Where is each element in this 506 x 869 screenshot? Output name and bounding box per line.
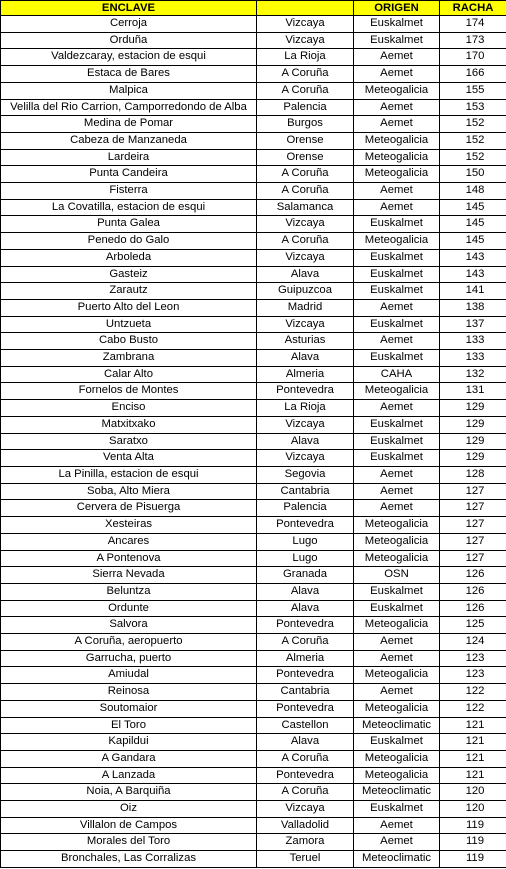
- cell-origen: Euskalmet: [354, 249, 440, 266]
- cell-racha: 127: [440, 483, 506, 500]
- cell-provincia: Pontevedra: [257, 767, 354, 784]
- cell-origen: Aemet: [354, 199, 440, 216]
- header-row: [1, 1, 506, 16]
- header-enclave: ENCLAVE: [1, 1, 257, 16]
- cell-enclave: Saratxo: [1, 433, 257, 450]
- cell-enclave: Reinosa: [1, 684, 257, 701]
- table-row: [1, 233, 506, 250]
- cell-origen: Aemet: [354, 483, 440, 500]
- cell-provincia: Pontevedra: [257, 700, 354, 717]
- table-row: [1, 450, 506, 467]
- cell-enclave: Morales del Toro: [1, 834, 257, 851]
- cell-origen: Meteogalicia: [354, 517, 440, 534]
- cell-provincia: Lugo: [257, 533, 354, 550]
- cell-racha: 126: [440, 567, 506, 584]
- cell-origen: Meteogalicia: [354, 700, 440, 717]
- cell-origen: Aemet: [354, 299, 440, 316]
- cell-racha: 141: [440, 283, 506, 300]
- table-row: [1, 483, 506, 500]
- cell-provincia: Cantabria: [257, 483, 354, 500]
- table-body: [1, 16, 506, 868]
- table-row: [1, 634, 506, 651]
- cell-provincia: Vizcaya: [257, 16, 354, 33]
- table-row: [1, 16, 506, 33]
- table-row: [1, 333, 506, 350]
- cell-origen: Euskalmet: [354, 316, 440, 333]
- cell-racha: 123: [440, 667, 506, 684]
- cell-racha: 170: [440, 49, 506, 66]
- cell-origen: Euskalmet: [354, 450, 440, 467]
- cell-origen: Aemet: [354, 333, 440, 350]
- cell-provincia: A Coruña: [257, 750, 354, 767]
- cell-origen: Aemet: [354, 466, 440, 483]
- cell-enclave: A Lanzada: [1, 767, 257, 784]
- cell-provincia: Palencia: [257, 99, 354, 116]
- table-row: [1, 216, 506, 233]
- cell-provincia: A Coruña: [257, 233, 354, 250]
- cell-racha: 122: [440, 700, 506, 717]
- cell-enclave: Noia, A Barquiña: [1, 784, 257, 801]
- cell-origen: Meteogalicia: [354, 667, 440, 684]
- cell-enclave: Zarautz: [1, 283, 257, 300]
- table-row: [1, 517, 506, 534]
- cell-origen: Meteogalicia: [354, 166, 440, 183]
- table-row: [1, 66, 506, 83]
- cell-enclave: Cabeza de Manzaneda: [1, 132, 257, 149]
- cell-racha: 132: [440, 366, 506, 383]
- cell-enclave: El Toro: [1, 717, 257, 734]
- cell-enclave: Lardeira: [1, 149, 257, 166]
- cell-racha: 152: [440, 116, 506, 133]
- cell-enclave: Enciso: [1, 400, 257, 417]
- cell-origen: Aemet: [354, 500, 440, 517]
- table-row: [1, 183, 506, 200]
- cell-enclave: A Pontenova: [1, 550, 257, 567]
- cell-enclave: Bronchales, Las Corralizas: [1, 851, 257, 868]
- cell-provincia: Burgos: [257, 116, 354, 133]
- cell-racha: 129: [440, 400, 506, 417]
- cell-enclave: Venta Alta: [1, 450, 257, 467]
- cell-provincia: Vizcaya: [257, 450, 354, 467]
- table-row: [1, 99, 506, 116]
- cell-enclave: Ordunte: [1, 600, 257, 617]
- table-row: [1, 49, 506, 66]
- cell-racha: 148: [440, 183, 506, 200]
- cell-provincia: Pontevedra: [257, 517, 354, 534]
- cell-provincia: Madrid: [257, 299, 354, 316]
- cell-enclave: Beluntza: [1, 583, 257, 600]
- cell-enclave: Gasteiz: [1, 266, 257, 283]
- cell-enclave: Punta Candeira: [1, 166, 257, 183]
- table-row: [1, 767, 506, 784]
- cell-enclave: Oiz: [1, 801, 257, 818]
- cell-origen: OSN: [354, 567, 440, 584]
- cell-enclave: Zambrana: [1, 350, 257, 367]
- cell-origen: Meteogalicia: [354, 550, 440, 567]
- cell-racha: 145: [440, 199, 506, 216]
- cell-origen: Meteoclimatic: [354, 784, 440, 801]
- cell-provincia: Alava: [257, 734, 354, 751]
- cell-racha: 119: [440, 834, 506, 851]
- cell-provincia: A Coruña: [257, 166, 354, 183]
- cell-racha: 121: [440, 750, 506, 767]
- cell-provincia: Vizcaya: [257, 416, 354, 433]
- cell-enclave: Matxitxako: [1, 416, 257, 433]
- cell-racha: 127: [440, 550, 506, 567]
- cell-racha: 121: [440, 734, 506, 751]
- cell-enclave: Fornelos de Montes: [1, 383, 257, 400]
- cell-origen: Meteoclimatic: [354, 851, 440, 868]
- table-row: [1, 199, 506, 216]
- table-row: [1, 784, 506, 801]
- cell-provincia: La Rioja: [257, 49, 354, 66]
- cell-provincia: Teruel: [257, 851, 354, 868]
- table-row: [1, 32, 506, 49]
- cell-enclave: Orduña: [1, 32, 257, 49]
- cell-enclave: Calar Alto: [1, 366, 257, 383]
- cell-provincia: Alava: [257, 433, 354, 450]
- table-row: [1, 533, 506, 550]
- table-row: [1, 817, 506, 834]
- table-row: [1, 717, 506, 734]
- table-row: [1, 550, 506, 567]
- cell-provincia: Almeria: [257, 366, 354, 383]
- cell-provincia: A Coruña: [257, 82, 354, 99]
- table-row: [1, 583, 506, 600]
- table-row: [1, 600, 506, 617]
- cell-racha: 126: [440, 583, 506, 600]
- table-row: [1, 500, 506, 517]
- table-row: [1, 116, 506, 133]
- cell-origen: Aemet: [354, 834, 440, 851]
- cell-enclave: Cabo Busto: [1, 333, 257, 350]
- cell-enclave: A Coruña, aeropuerto: [1, 634, 257, 651]
- cell-provincia: Pontevedra: [257, 667, 354, 684]
- cell-provincia: Vizcaya: [257, 316, 354, 333]
- header-origen: ORIGEN: [354, 1, 440, 16]
- cell-origen: Meteogalicia: [354, 617, 440, 634]
- cell-provincia: Orense: [257, 132, 354, 149]
- cell-origen: Meteogalicia: [354, 750, 440, 767]
- cell-origen: Meteogalicia: [354, 82, 440, 99]
- table-row: [1, 851, 506, 868]
- cell-origen: Aemet: [354, 99, 440, 116]
- table-row: [1, 667, 506, 684]
- table-row: [1, 734, 506, 751]
- cell-racha: 121: [440, 717, 506, 734]
- table-row: [1, 166, 506, 183]
- cell-racha: 127: [440, 500, 506, 517]
- cell-racha: 120: [440, 784, 506, 801]
- cell-racha: 145: [440, 216, 506, 233]
- cell-enclave: Cerroja: [1, 16, 257, 33]
- table-header: [1, 1, 506, 16]
- table-row: [1, 82, 506, 99]
- table-row: [1, 383, 506, 400]
- cell-racha: 122: [440, 684, 506, 701]
- table-row: [1, 132, 506, 149]
- cell-racha: 173: [440, 32, 506, 49]
- cell-enclave: Kapildui: [1, 734, 257, 751]
- cell-racha: 145: [440, 233, 506, 250]
- cell-origen: Euskalmet: [354, 350, 440, 367]
- cell-origen: Euskalmet: [354, 283, 440, 300]
- table-row: [1, 366, 506, 383]
- table-row: [1, 316, 506, 333]
- table-row: [1, 567, 506, 584]
- cell-provincia: Lugo: [257, 550, 354, 567]
- cell-provincia: Alava: [257, 350, 354, 367]
- cell-racha: 133: [440, 350, 506, 367]
- table-row: [1, 801, 506, 818]
- cell-racha: 152: [440, 149, 506, 166]
- cell-racha: 129: [440, 433, 506, 450]
- cell-enclave: Ancares: [1, 533, 257, 550]
- cell-racha: 127: [440, 517, 506, 534]
- cell-enclave: Amiudal: [1, 667, 257, 684]
- cell-provincia: A Coruña: [257, 784, 354, 801]
- cell-enclave: Cervera de Pisuerga: [1, 500, 257, 517]
- cell-enclave: A Gandara: [1, 750, 257, 767]
- cell-origen: Meteogalicia: [354, 767, 440, 784]
- cell-origen: Meteogalicia: [354, 132, 440, 149]
- cell-enclave: Malpica: [1, 82, 257, 99]
- cell-origen: Euskalmet: [354, 216, 440, 233]
- cell-origen: Meteoclimatic: [354, 717, 440, 734]
- cell-provincia: Alava: [257, 583, 354, 600]
- table-row: [1, 283, 506, 300]
- cell-origen: CAHA: [354, 366, 440, 383]
- cell-racha: 125: [440, 617, 506, 634]
- cell-racha: 155: [440, 82, 506, 99]
- table-row: [1, 650, 506, 667]
- cell-enclave: Sierra Nevada: [1, 567, 257, 584]
- cell-provincia: Guipuzcoa: [257, 283, 354, 300]
- cell-origen: Euskalmet: [354, 416, 440, 433]
- cell-origen: Meteogalicia: [354, 383, 440, 400]
- cell-racha: 129: [440, 450, 506, 467]
- cell-racha: 174: [440, 16, 506, 33]
- cell-provincia: Vizcaya: [257, 249, 354, 266]
- cell-provincia: Pontevedra: [257, 617, 354, 634]
- table-row: [1, 249, 506, 266]
- cell-provincia: Vizcaya: [257, 216, 354, 233]
- cell-enclave: Arboleda: [1, 249, 257, 266]
- cell-racha: 143: [440, 266, 506, 283]
- cell-provincia: Vizcaya: [257, 32, 354, 49]
- cell-origen: Meteogalicia: [354, 233, 440, 250]
- cell-provincia: Granada: [257, 567, 354, 584]
- table-row: [1, 149, 506, 166]
- cell-racha: 127: [440, 533, 506, 550]
- cell-enclave: Punta Galea: [1, 216, 257, 233]
- cell-racha: 131: [440, 383, 506, 400]
- cell-provincia: Salamanca: [257, 199, 354, 216]
- cell-origen: Euskalmet: [354, 32, 440, 49]
- cell-racha: 126: [440, 600, 506, 617]
- cell-provincia: Orense: [257, 149, 354, 166]
- cell-enclave: Estaca de Bares: [1, 66, 257, 83]
- cell-enclave: Fisterra: [1, 183, 257, 200]
- table-row: [1, 466, 506, 483]
- table-row: [1, 299, 506, 316]
- cell-provincia: Valladolid: [257, 817, 354, 834]
- cell-origen: Meteogalicia: [354, 533, 440, 550]
- cell-origen: Aemet: [354, 684, 440, 701]
- cell-provincia: Asturias: [257, 333, 354, 350]
- cell-enclave: Soba, Alto Miera: [1, 483, 257, 500]
- table-row: [1, 416, 506, 433]
- cell-enclave: La Covatilla, estacion de esqui: [1, 199, 257, 216]
- cell-provincia: Pontevedra: [257, 383, 354, 400]
- cell-racha: 128: [440, 466, 506, 483]
- cell-origen: Euskalmet: [354, 801, 440, 818]
- cell-racha: 119: [440, 817, 506, 834]
- cell-origen: Euskalmet: [354, 583, 440, 600]
- cell-enclave: Puerto Alto del Leon: [1, 299, 257, 316]
- cell-provincia: Cantabria: [257, 684, 354, 701]
- table-row: [1, 400, 506, 417]
- cell-racha: 121: [440, 767, 506, 784]
- cell-racha: 124: [440, 634, 506, 651]
- cell-origen: Aemet: [354, 634, 440, 651]
- cell-origen: Aemet: [354, 116, 440, 133]
- cell-racha: 123: [440, 650, 506, 667]
- cell-provincia: A Coruña: [257, 66, 354, 83]
- cell-provincia: Almeria: [257, 650, 354, 667]
- table-row: [1, 617, 506, 634]
- cell-provincia: La Rioja: [257, 400, 354, 417]
- cell-origen: Aemet: [354, 183, 440, 200]
- cell-racha: 153: [440, 99, 506, 116]
- cell-racha: 152: [440, 132, 506, 149]
- cell-racha: 120: [440, 801, 506, 818]
- cell-enclave: Velilla del Rio Carrion, Camporredondo de Alba: [1, 99, 257, 116]
- cell-racha: 137: [440, 316, 506, 333]
- cell-enclave: Penedo do Galo: [1, 233, 257, 250]
- cell-racha: 143: [440, 249, 506, 266]
- cell-origen: Euskalmet: [354, 734, 440, 751]
- cell-origen: Euskalmet: [354, 266, 440, 283]
- cell-origen: Euskalmet: [354, 16, 440, 33]
- table-row: [1, 433, 506, 450]
- table-row: [1, 684, 506, 701]
- cell-enclave: Soutomaior: [1, 700, 257, 717]
- cell-racha: 166: [440, 66, 506, 83]
- cell-enclave: Villalon de Campos: [1, 817, 257, 834]
- cell-enclave: Xesteiras: [1, 517, 257, 534]
- cell-enclave: Untzueta: [1, 316, 257, 333]
- header-provincia: [257, 1, 354, 16]
- cell-provincia: Palencia: [257, 500, 354, 517]
- cell-origen: Aemet: [354, 49, 440, 66]
- cell-provincia: Alava: [257, 600, 354, 617]
- cell-provincia: Alava: [257, 266, 354, 283]
- table-row: [1, 700, 506, 717]
- cell-origen: Aemet: [354, 650, 440, 667]
- cell-provincia: Zamora: [257, 834, 354, 851]
- cell-origen: Euskalmet: [354, 600, 440, 617]
- table-row: [1, 266, 506, 283]
- cell-provincia: Segovia: [257, 466, 354, 483]
- cell-provincia: Castellon: [257, 717, 354, 734]
- cell-enclave: Salvora: [1, 617, 257, 634]
- cell-enclave: Medina de Pomar: [1, 116, 257, 133]
- cell-racha: 129: [440, 416, 506, 433]
- table-row: [1, 350, 506, 367]
- cell-enclave: La Pinilla, estacion de esqui: [1, 466, 257, 483]
- header-racha: RACHA: [440, 1, 506, 16]
- table-row: [1, 834, 506, 851]
- cell-enclave: Valdezcaray, estacion de esqui: [1, 49, 257, 66]
- cell-enclave: Garrucha, puerto: [1, 650, 257, 667]
- cell-provincia: A Coruña: [257, 183, 354, 200]
- cell-racha: 119: [440, 851, 506, 868]
- cell-origen: Meteogalicia: [354, 149, 440, 166]
- cell-provincia: Vizcaya: [257, 801, 354, 818]
- cell-origen: Aemet: [354, 66, 440, 83]
- cell-provincia: A Coruña: [257, 634, 354, 651]
- cell-racha: 150: [440, 166, 506, 183]
- table-row: [1, 750, 506, 767]
- cell-racha: 133: [440, 333, 506, 350]
- cell-origen: Aemet: [354, 400, 440, 417]
- cell-origen: Euskalmet: [354, 433, 440, 450]
- cell-origen: Aemet: [354, 817, 440, 834]
- cell-racha: 138: [440, 299, 506, 316]
